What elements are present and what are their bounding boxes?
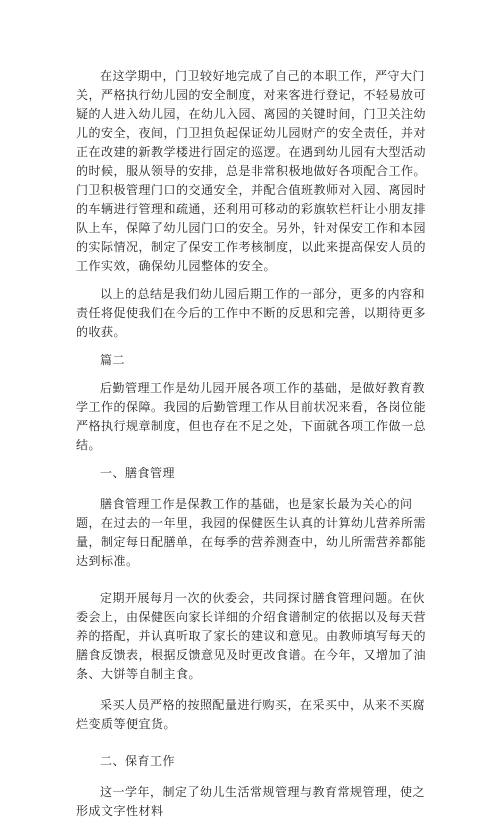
heading-childcare-work: 二、保育工作 [100,754,176,768]
section-heading-part-two: 篇二 [100,353,126,367]
paragraph-meal-committee: 定期开展每月一次的伙委会，共同探讨膳食管理问题。在伙委会上，由保健医向家长详细的介绍食谱制定的依据以及每天营养的搭配，并认真听取了家长的建议和意见。由教师填写每天的膳食反馈表，根据反馈意见及时更改食谱。在今年，又增加了油条、大饼等自制主食。 [76,591,427,681]
paragraph-childcare-rules: 这一学年，制定了幼儿生活常规管理与教育常规管理，使之形成文字性材料 [76,785,426,818]
document-body [76,67,428,821]
paragraph-guard-duties: 在这学期中，门卫较好地完成了自己的本职工作，严守大门关，严格执行幼儿园的安全制度，对来客进行登记，不轻易放可疑的人进入幼儿园，在幼儿入园、离园的关键时间，门卫关注幼儿的安全，夜间，门卫担负起保证幼儿园财产的安全责任，并对正在改建的新教学楼进行固定的巡逻。在遇到幼儿园有大型活动的时候，服从领导的安排，总是非常积极地做好各项配合工作。门卫积极管理门口的交通安全，并配合值班教师对入园、离园时的车辆进行管理和疏通，还利用可移动的彩旗软栏杆让小朋友排队上车，保障了幼儿园门口的安全。另外，针对保安工作和本园的实际情况，制定了保安工作考核制度，以此来提高保安人员的工作实效，确保幼儿园整体的安全。 [76,69,427,273]
heading-meal-management: 一、膳食管理 [100,466,176,480]
paragraph-purchasing: 采买人员严格的按照配量进行购买，在采买中，从来不买腐烂变质等便宜货。 [76,698,426,731]
paragraph-logistics-intro: 后勤管理工作是幼儿园开展各项工作的基础，是做好教育教学工作的保障。我园的后勤管理工作从目前状况来看，各岗位能严格执行规章制度，但也存在不足之处，下面就各项工作做一总结。 [76,381,427,452]
paragraph-meal-basics: 膳食管理工作是保教工作的基础，也是家长最为关心的问题，在过去的一年里，我园的保健医生认真的计算幼儿营养所需量，制定每日配膳单，在每季的营养测查中，幼儿所需营养都能达到标准。 [76,497,427,568]
paragraph-summary-conclusion: 以上的总结是我们幼儿园后期工作的一部分，更多的内容和责任将促使我们在今后的工作中不断的反思和完善，以期待更多的收获。 [76,287,427,339]
